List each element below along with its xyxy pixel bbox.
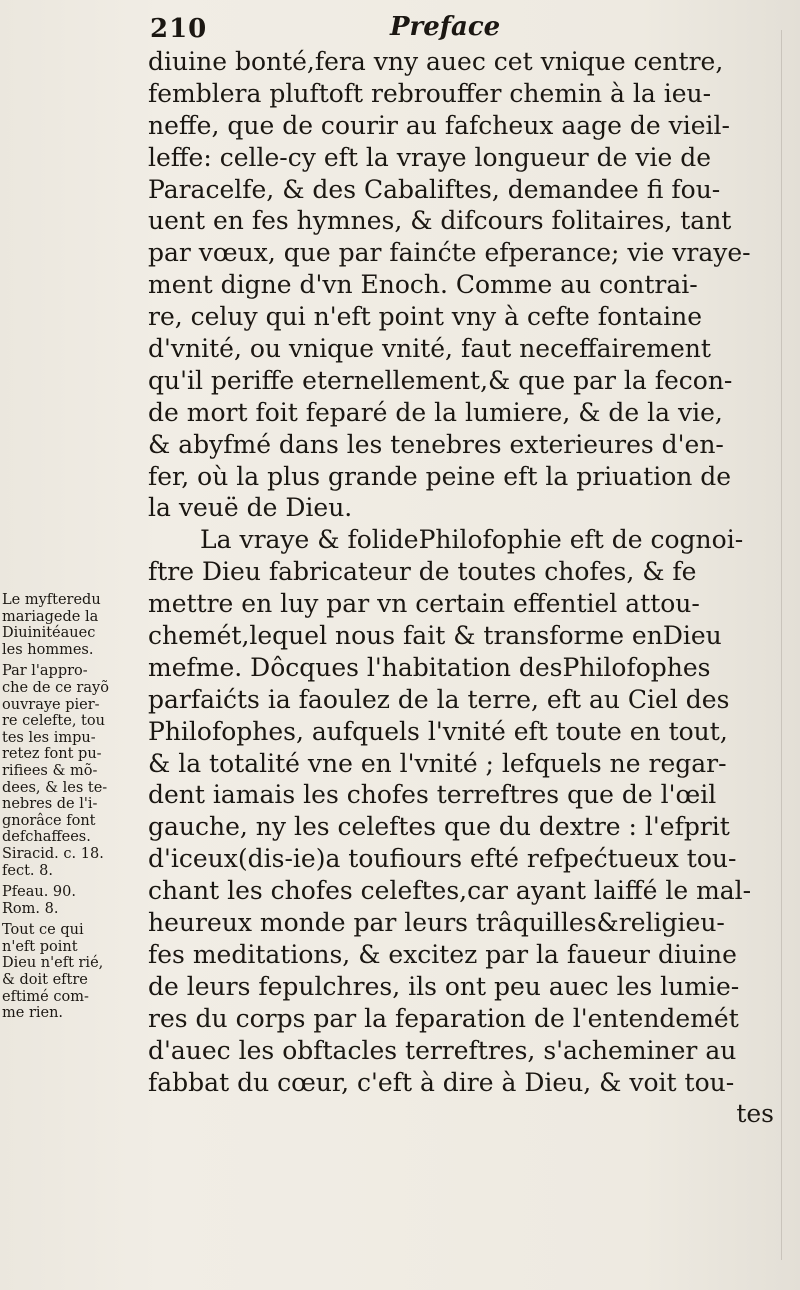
text-line: res du corps par la feparation de l'entendemét — [148, 1003, 739, 1033]
text-line: leffe: celle-cy eft la vraye longueur de vie de — [148, 142, 712, 172]
margin-note-line: tes les impu- — [2, 729, 96, 746]
margin-note-line: Pfeau. 90. — [2, 884, 76, 901]
text-line: de leurs fepulchres, ils ont peu auec les lumie- — [148, 971, 740, 1001]
text-line: chemét,lequel nous fait & transforme enDieu — [148, 621, 722, 651]
body-text — [148, 46, 788, 1130]
text-line: fes meditations, & excitez par la faueur diuine — [148, 939, 737, 969]
margin-note-line: Dieu n'eft rié, — [2, 955, 104, 972]
text-line: neffe, que de courir au fafcheux aage de vieil- — [148, 110, 730, 140]
margin-note-line: mariagede la — [2, 608, 99, 625]
margin-note-line: n'eft point — [2, 938, 78, 955]
margin-note-line: rifiees & mõ- — [2, 762, 98, 779]
margin-note-line: Diuinitéauec — [2, 625, 96, 642]
text-line: heureux monde par leurs trâquilles&religieu- — [148, 908, 725, 938]
margin-note-line: Par l'appro- — [2, 663, 88, 680]
margin-note-line: Siracid. c. 18. — [2, 845, 104, 862]
text-line: diuine bonté,fera vny auec cet vnique centre, — [148, 47, 724, 76]
text-line: dent iamais les chofes terreftres que de l'œil — [148, 780, 717, 810]
catchword: tes — [736, 1099, 774, 1129]
text-line: fabbat du cœur, c'eft à dire à Dieu, & voit tou- — [148, 1067, 735, 1097]
text-line: & abyfmé dans les tenebres exterieures d'en- — [148, 429, 724, 459]
text-line: La vraye & folidePhilofophie eft de cognoi- — [200, 525, 744, 555]
running-head: Preface — [390, 12, 501, 42]
text-line: de mort foit feparé de la lumiere, & de la vie, — [148, 397, 723, 427]
text-line: & la totalité vne en l'vnité ; lefquels ne regar- — [148, 748, 727, 778]
margin-note-line: Le myfteredu — [2, 592, 101, 608]
text-line: d'iceux(dis-ie)a toufiours efté refpećtueux tou- — [148, 844, 737, 874]
margin-note-line: nebres de l'i- — [2, 796, 98, 813]
margin-note-line: & doit eftre — [2, 972, 88, 989]
text-line: uent en fes hymnes, & difcours folitaires, tant — [148, 206, 732, 236]
text-line: ment digne d'vn Enoch. Comme au contrai- — [148, 270, 698, 300]
text-line: d'vnité, ou vnique vnité, faut neceffairement — [148, 334, 711, 364]
margin-note-line: re celefte, tou — [2, 713, 105, 730]
text-line: Philofophes, aufquels l'vnité eft toute en tout, — [148, 716, 728, 746]
margin-note-line: fect. 8. — [2, 862, 53, 879]
page-edge-shadow — [781, 30, 782, 1260]
margin-note-line: ouvraye pier- — [2, 696, 100, 713]
margin-note-line: les hommes. — [2, 641, 94, 658]
text-line: gauche, ny les celeftes que du dextre : l'efprit — [148, 812, 730, 842]
margin-note-line: gnorâce font — [2, 812, 96, 829]
margin-notes — [2, 592, 152, 1022]
text-line: fer, où la plus grande peine eft la priuation de — [148, 461, 732, 491]
text-line: ftre Dieu fabricateur de toutes chofes, & fe — [148, 557, 697, 587]
text-line: mefme. Dôcques l'habitation desPhilofophes — [148, 652, 711, 682]
margin-note-line: retez font pu- — [2, 746, 102, 763]
margin-note-line: defchaffees. — [2, 829, 91, 846]
page-header — [150, 12, 770, 46]
margin-note-line: eftimé com- — [2, 988, 89, 1005]
text-line: Paracelfe, & des Cabaliftes, demandee fi fou- — [148, 174, 721, 204]
text-line: re, celuy qui n'eft point vny à cefte fontaine — [148, 302, 703, 332]
text-line: d'auec les obftacles terreftres, s'acheminer au — [148, 1035, 737, 1065]
margin-note-line: me rien. — [2, 1005, 64, 1022]
margin-note-line: Tout ce qui — [2, 922, 84, 939]
text-line: chant les chofes celeftes,car ayant laiffé le mal- — [148, 876, 752, 906]
margin-note-line: Rom. 8. — [2, 900, 59, 917]
text-line: par vœux, que par fainćte efperance; vie vraye- — [148, 238, 751, 268]
margin-note-line: che de ce rayõ — [2, 679, 109, 696]
text-line: qu'il periffe eternellement,& que par la fecon- — [148, 365, 733, 395]
text-line: la veuë de Dieu. — [148, 493, 353, 523]
text-line: parfaićts ia faoulez de la terre, eft au Ciel des — [148, 684, 730, 714]
page-number: 210 — [150, 14, 208, 44]
margin-note-line: dees, & les te- — [2, 779, 108, 796]
text-line: mettre en luy par vn certain effentiel attou- — [148, 589, 700, 619]
text-line: femblera pluftoft rebrouffer chemin à la ieu- — [148, 78, 712, 108]
